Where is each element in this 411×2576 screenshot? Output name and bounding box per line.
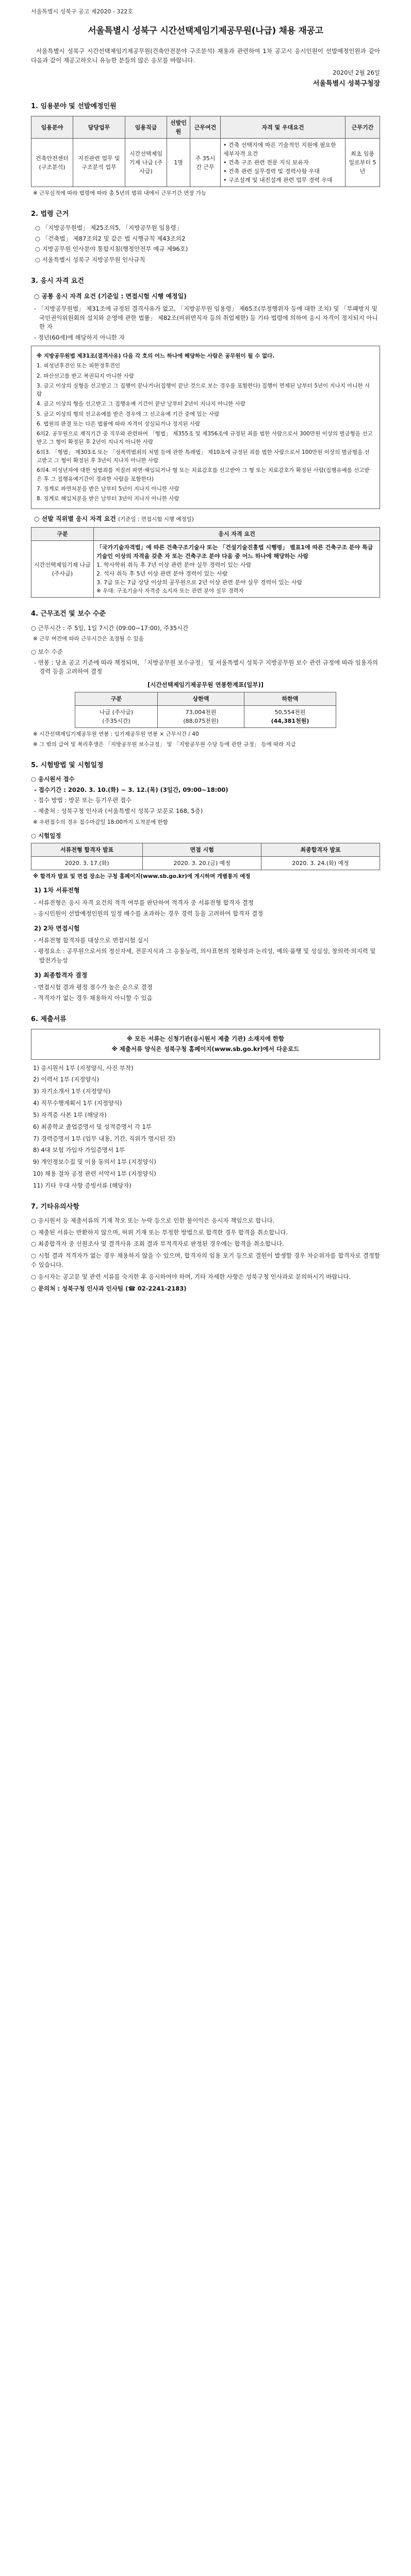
exam2-title: 2) 2차 면접시험 xyxy=(34,924,80,932)
disq-item: 2. 파산선고를 받고 복권되지 아니한 사람 xyxy=(37,372,134,379)
disq-item: 6. 법원의 판결 또는 다른 법률에 따라 자격이 상실되거나 정지된 사람 xyxy=(37,420,201,427)
disq-item: 6의4. 미성년자에 대한 성범죄를 저질러 파면·해임되거나 형 또는 치료감호를 선고받아 그 형 또는 치료감호가 확정된 사람(집행유예를 선고받은 후 그 집행유예기간이 경과한 사람을 포함한다) xyxy=(37,467,370,482)
common-qual-item: - 정년(60세)에 해당하지 아니한 자 xyxy=(34,334,125,342)
disqualification-box xyxy=(31,346,380,509)
qual-row-content xyxy=(94,540,380,598)
pay-title: ○ 보수 수준 xyxy=(31,648,63,655)
docs-banner-line: ※ 제출서류 양식은 성북구청 홈페이지(www.sb.go.kr)에서 다운로드 xyxy=(111,1045,300,1053)
pay-note-2: ※ 그 밖의 급여 및 복리후생은 「지방공무원 보수규정」 및 「지방공무원 수당 등에 관한 규정」 등에 따라 지급 xyxy=(33,741,296,748)
th-pay-type: 구분 xyxy=(75,692,158,705)
disq-item: 4. 금고 이상의 형을 선고받고 그 집행유예 기간이 끝난 날부터 2년이 지나지 아니한 사람 xyxy=(37,401,245,408)
list-item: 4) 직무수행계획서 1부 (지정양식) xyxy=(33,1099,122,1107)
th-sched-final: 최종합격자 발표 xyxy=(261,843,380,857)
th-qual-type: 구분 xyxy=(31,527,94,540)
qual-item: • 건축 구조 관련 전문 지식 보유자 xyxy=(223,159,309,166)
list-item: ○ 최종합격자 중 신원조사 및 결격사유 조회 결과 부적격자로 판정된 경우에는 합격을 취소합니다. xyxy=(31,1240,284,1248)
exam1-item: - 응시인원이 선발예정인원의 일정 배수를 초과하는 경우 경력 등을 고려하여 합격자 결정 xyxy=(34,909,264,917)
pay-note: ※ 시간선택제임기제공무원 연봉 : 임기제공무원 연봉 × 근무시간 / 40 xyxy=(33,731,199,738)
table-row xyxy=(75,705,336,727)
table-row xyxy=(31,540,380,598)
cell-cond: 주 35시간 근무 xyxy=(190,139,221,187)
exam3-item: - 적격자가 없는 경우 채용하지 아니할 수 있음 xyxy=(34,994,153,1002)
section-1-heading: 1. 임용분야 및 선발예정인원 xyxy=(31,102,117,110)
list-item: 2) 이력서 1부 (지정양식) xyxy=(33,1076,99,1083)
exam1-item: - 서류전형은 응시 자격 요건의 적격 여부를 판단하여 적격자 중 서류전형 합격자 결정 xyxy=(34,899,254,907)
list-item: 11) 기타 우대 사항 증빙서류 (해당자) xyxy=(33,1181,131,1189)
law-list xyxy=(31,224,380,265)
list-item: 6) 최종학교 졸업증명서 및 성적증명서 각 1부 xyxy=(33,1123,152,1130)
cell-period: 최초 임용일로부터 5년 xyxy=(346,139,380,187)
list-item: 3) 자기소개서 1부 (지정양식) xyxy=(33,1088,111,1095)
th-grade: 임용직급 xyxy=(125,116,167,139)
list-item: ○ 「지방공무원법」 제25조의5, 「지방공무원 임용령」 xyxy=(35,224,183,231)
exam3-item: - 면접시험 결과 평정 점수가 높은 순으로 결정 xyxy=(34,984,153,991)
exam1-title: 1) 1차 서류전형 xyxy=(34,887,80,894)
list-item: ○ 응시원서 등 제출서류의 기재 착오 또는 누락 등으로 인한 불이익은 응시자 책임으로 합니다. xyxy=(31,1216,275,1224)
list-item: ○ 응시자는 공고문 및 관련 서류를 숙지한 후 응시하여야 하며, 기타 자세한 사항은 성북구청 인사과로 문의하시기 바랍니다. xyxy=(31,1273,351,1280)
work-hours: ○ 근무시간 : 주 5일, 1일 7시간 (09:00~17:00), 주35시간 xyxy=(31,624,189,632)
qual-req-item: 1. 학사학위 취득 후 7년 이상 관련 분야 실무 경력이 있는 사람 xyxy=(96,562,252,569)
common-qual-item: - 「지방공무원법」 제31조에 규정된 결격사유가 없고, 「지방공무원 임용령」 제65조(부정행위자 등에 대한 조치) 및 「부패방지 및 국민권익위원회의 설치와 운영에 관한 법률」 제82조(비위면직자 등의 취업제한) 등 기타 법령에 의하여 응시 자격이 정지되지 아니한 자 xyxy=(34,304,378,331)
disq-item: 6의3. 「형법」 제303조 또는 「성폭력범죄의 처벌 등에 관한 특례법」 제10조에 규정된 죄를 범한 사람으로서 100만원 이상의 벌금형을 선고받고 그 형이 확정된 후 3년이 지나지 아니한 사람 xyxy=(37,449,370,464)
notice-date: 2020년 2월 26일 xyxy=(333,69,380,77)
th-cond: 근무여건 xyxy=(190,116,221,139)
cell-duty: 지진관련 업무 및 구조분석 업무 xyxy=(73,139,125,187)
disq-item: 7. 징계로 파면처분을 받은 날부터 5년이 지나지 아니한 사람 xyxy=(37,485,179,492)
apply-note: ※ 우편접수의 경우 접수마감일 18:00까지 도착분에 한함 xyxy=(33,819,168,825)
table-row xyxy=(31,139,380,187)
apply-method: - 접수 방법 : 방문 또는 등기우편 접수 xyxy=(34,796,132,804)
document-list xyxy=(31,1064,380,1191)
apply-place: - 제출처 : 성북구청 인사과 (서울특별시 성북구 보문로 168, 5층) xyxy=(34,807,203,815)
list-item: 9) 개인정보수집 및 이용 동의서 1부 (지정양식) xyxy=(33,1158,156,1166)
list-item: 7) 경력증명서 1부 (업무 내용, 기간, 직위가 명시된 것) xyxy=(33,1134,175,1142)
th-field: 임용분야 xyxy=(31,116,73,139)
exam3-title: 3) 최종합격자 결정 xyxy=(34,971,88,979)
notes-list xyxy=(31,1216,380,1294)
notice-page xyxy=(15,0,396,1316)
pay-cell: 나급 (주사급) (주35시간) xyxy=(75,705,158,727)
pay-cell: 73,004천원 (88,075천원) xyxy=(158,705,244,727)
sched-cell: 2020. 3. 20.(금) 예정 xyxy=(143,857,261,870)
apply-period: - 접수기간 : 2020. 3. 10.(화) ~ 3. 12.(목) (3일간, 09:00~18:00) xyxy=(34,786,228,793)
cell-field: 건축안전센터 (구조분석) xyxy=(31,139,73,187)
qualification-table xyxy=(31,527,380,598)
list-item: 5) 자격증 사본 1부 (해당자) xyxy=(33,1111,107,1118)
list-item: ○ 서울특별시 성북구 지방공무원 인사규칙 xyxy=(35,256,145,264)
schedule-note: ※ 합격자 발표 및 면접 장소는 구청 홈페이지(www.sb.go.kr)에 게시하며 개별통지 예정 xyxy=(33,873,251,880)
pay-cell: 50,554천원 (44,381천원) xyxy=(244,705,336,727)
work-hours-note: ※ 근무 여건에 따라 근무시간은 조정될 수 있음 xyxy=(33,636,144,642)
common-qual-heading: ○ 공통 응시 자격 요건 (기준일 : 면접시험 시행 예정일) xyxy=(34,293,187,300)
section-3-heading: 3. 응시 자격 요건 xyxy=(31,277,84,285)
qual-item: • 건축 관련 실무경력 및 경력사항 우대 xyxy=(223,168,320,175)
section-5-heading: 5. 시험방법 및 시험일정 xyxy=(31,761,104,769)
th-qual: 자격 및 우대요건 xyxy=(221,116,346,139)
exam2-item: - 평정요소 : 공무원으로서의 정신자세, 전문지식과 그 응용능력, 의사표현의 정확성과 논리성, 예의·품행 및 성실성, 창의력·의지력 및 발전가능성 xyxy=(34,947,376,964)
sec1-note: ※ 근무실적에 따라 법령에 따라 총 5년의 범위 내에서 근무기간 연장 가능 xyxy=(33,190,207,197)
list-item: ○ 「건축법」 제87조의2 및 같은 법 시행규칙 제43조의2 xyxy=(35,234,186,242)
th-duty: 담당업무 xyxy=(73,116,125,139)
pay-table-caption: [시간선택제임기제공무원 연봉한계표(일부)] xyxy=(147,681,264,689)
section-4-heading: 4. 근무조건 및 보수 수준 xyxy=(31,610,106,618)
qual-req-item: 3. 7급 또는 7급 상당 이상의 공무원으로 2년 이상 관련 분야 실무 경력이 있는 사람 xyxy=(96,579,303,586)
disq-item: 5. 금고 이상의 형의 선고유예를 받은 경우에 그 선고유예 기간 중에 있는 사람 xyxy=(37,411,220,417)
sched-cell: 2020. 3. 17.(화) xyxy=(31,857,143,870)
pay-table xyxy=(75,692,337,728)
th-pay-min: 하한액 xyxy=(244,692,336,705)
section-2-heading: 2. 법령 근거 xyxy=(31,210,69,218)
disq-title: ※ 지방공무원법 제31조(결격사유) 다음 각 호의 어느 하나에 해당하는 사람은 공무원이 될 수 없다. xyxy=(37,353,275,360)
qual-req-item: ※ 우대: 구조기술사 자격증 소지자 또는 관련 분야 실무 경력자 xyxy=(96,588,244,595)
disq-item: 1. 피성년후견인 또는 피한정후견인 xyxy=(37,363,121,369)
qual-row-label: 시간선택제임기제 나급 (주사급) xyxy=(31,540,94,598)
qual-req-item: 「국가기술자격법」에 따른 건축구조기술사 또는 「건설기술진흥법 시행령」 별표1에 따른 건축구조 분야 특급기술인 이상의 자격을 갖춘 자 또는 건축구조 분야 다음 중 어느 하나에 해당하는 사람 xyxy=(96,544,373,560)
list-item: 1) 응시원서 1부 (지정양식, 사진 부착) xyxy=(33,1064,134,1072)
disq-item: 3. 금고 이상의 실형을 선고받고 그 집행이 끝나거나(집행이 끝난 것으로 보는 경우를 포함한다) 집행이 면제된 날부터 5년이 지나지 아니한 사람 xyxy=(37,382,370,398)
disq-item: 8. 징계로 해임처분을 받은 날부터 3년이 지나지 아니한 사람 xyxy=(37,496,179,502)
th-qual-req: 응시 자격 요건 xyxy=(94,527,380,540)
list-item: ○ 시험 결과 적격자가 없는 경우 채용하지 않을 수 있으며, 합격자의 임용 포기 등으로 결원이 발생할 경우 차순위자를 합격자로 결정할 수 있습니다. xyxy=(31,1252,380,1268)
position-table xyxy=(31,116,380,187)
position-qual-heading: ○ 선발 직위별 응시 자격 요건 (기준일 : 면접시험 시행 예정일) xyxy=(34,515,194,523)
intro-text: 서울특별시 성북구 시간선택제임기제공무원(건축안전분야 구조분석) 채용과 관련하여 1차 공고시 응시인원이 선발예정인원과 같아 다음과 같이 재공고하오니 유능한 분들의 많은 응모를 바랍니다. xyxy=(31,47,380,64)
page-title: 서울특별시 성북구 시간선택제임기제공무원(나급) 채용 재공고 xyxy=(88,26,323,37)
cell-qual xyxy=(221,139,346,187)
cell-count: 1명 xyxy=(167,139,190,187)
notice-number: 서울특별시 성북구 공고 제2020 - 322호 xyxy=(31,8,133,15)
qual-item: • 구조설계 및 내진설계 관련 업무 경력 우대 xyxy=(223,177,333,184)
section-7-heading: 7. 기타유의사항 xyxy=(31,1202,79,1211)
table-row xyxy=(31,857,380,870)
list-item: ○ 문의처 : 성북구청 인사과 인사팀 (☎ 02-2241-2183) xyxy=(31,1284,187,1292)
pay-desc: - 연봉 : 당초 공고 기준에 따라 책정되며, 「지방공무원 보수규정」 및 서울특별시 성북구 지방공무원 보수 관련 규정에 따라 임용자의 경력 등을 고려하여 결정 xyxy=(34,658,379,675)
th-count: 선발인원 xyxy=(167,116,190,139)
schedule-table xyxy=(31,843,380,870)
docs-banner-line: ※ 모든 서류는 신청기관(응시원서 제출 기관) 소재지에 한함 xyxy=(126,1035,285,1043)
sched-cell: 2020. 3. 24.(화) 예정 xyxy=(261,857,380,870)
disq-item: 6의2. 공무원으로 재직기간 중 직무와 관련하여 「형법」 제355조 및 제356조에 규정된 죄를 범한 사람으로서 300만원 이상의 벌금형을 선고받고 그 형이 확정된 후 2년이 지나지 아니한 사람 xyxy=(37,431,373,446)
docs-banner xyxy=(31,1029,380,1060)
exam2-item: - 서류전형 합격자를 대상으로 면접시험 실시 xyxy=(34,937,149,944)
qual-req-item: 2. 석사 취득 후 5년 이상 관련 분야 경력이 있는 사람 xyxy=(96,570,228,578)
qual-item: • 건축 선택지에 따른 기술적인 지원에 필요한 세부자격 요건 xyxy=(223,142,336,158)
list-item: 10) 채용 절차 공정 관련 서약서 1부 (지정양식) xyxy=(33,1170,156,1177)
list-item: ○ 지방공무원 인사분야 통합지침(행정안전부 예규 제96호) xyxy=(35,245,188,253)
schedule-title: ○ 시험일정 xyxy=(31,832,61,840)
th-sched-doc: 서류전형 합격자 발표 xyxy=(31,843,143,857)
th-sched-interview: 면접 시험 xyxy=(143,843,261,857)
section-6-heading: 6. 제출서류 xyxy=(31,1015,67,1023)
signer: 서울특별시 성북구청장 xyxy=(313,79,380,88)
th-period: 근무기간 xyxy=(346,116,380,139)
th-pay-max: 상한액 xyxy=(158,692,244,705)
list-item: ○ 제출된 서류는 반환하지 않으며, 허위 기재 또는 부정한 방법으로 합격한 경우 합격을 취소합니다. xyxy=(31,1228,288,1236)
list-item: 8) 4대 보험 가입자 가입증명서 1부 xyxy=(33,1146,125,1154)
apply-title: ○ 응시원서 접수 xyxy=(31,775,75,783)
cell-grade: 시간선택제임기제 나급 (주사급) xyxy=(125,139,167,187)
